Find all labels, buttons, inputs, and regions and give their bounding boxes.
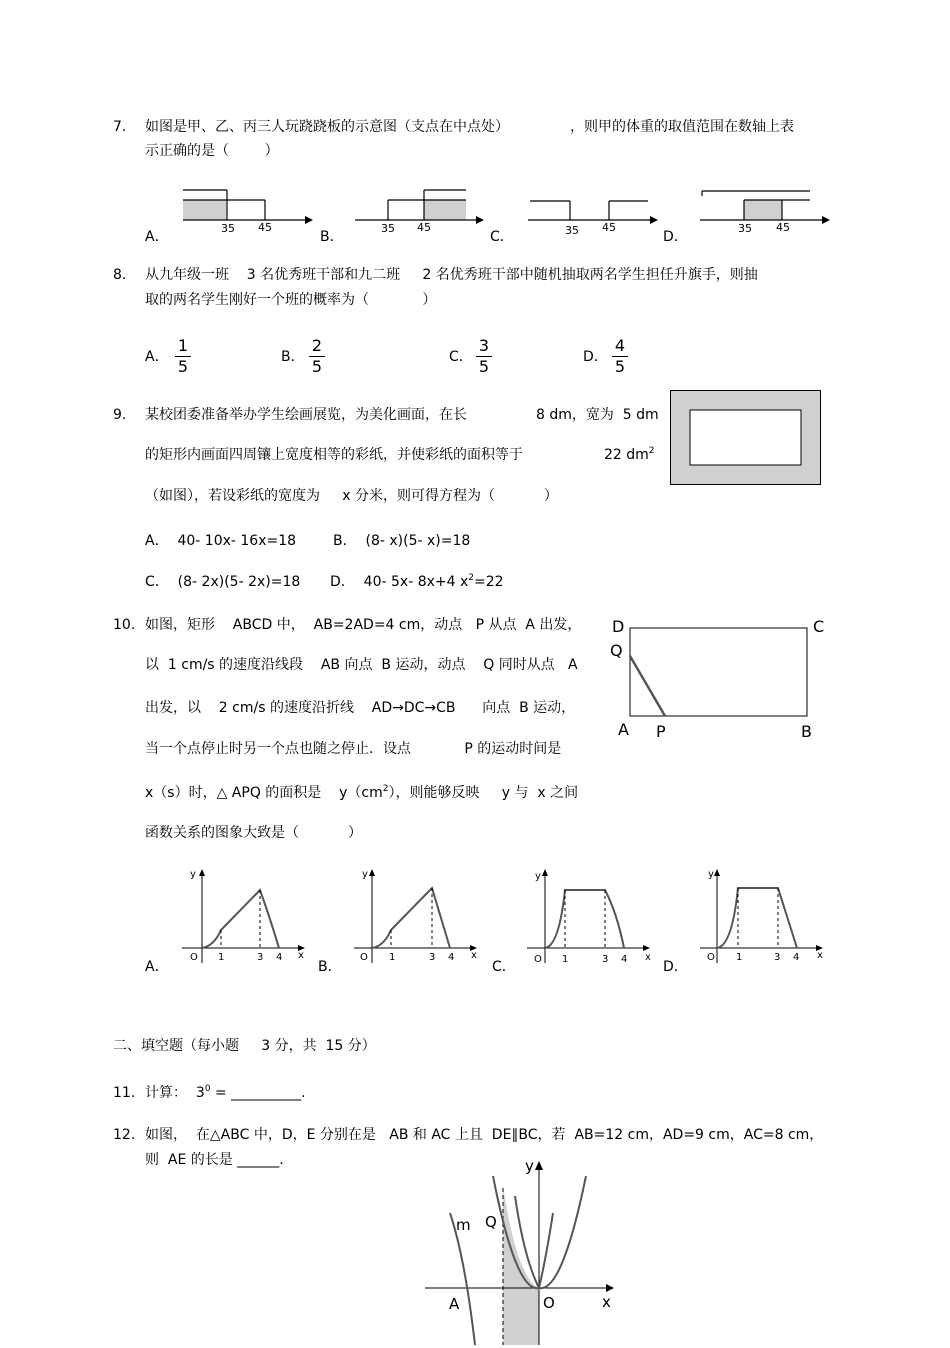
q8-option-c-label: C． — [449, 349, 473, 365]
parabola-label-x: x — [602, 1293, 611, 1311]
q10-graph-c-t1: 1 — [562, 954, 569, 965]
q7-line1: 如图是甲、乙、丙三人玩跷跷板的示意图（支点在中点处） — [145, 119, 509, 135]
q10-line4: 当一个点停止时另一个点也随之停止．设点 P 的运动时间是 — [145, 741, 562, 757]
q8-option-a-fraction — [175, 336, 191, 377]
q11-text — [145, 1084, 306, 1102]
q8-c-denominator: 5 — [478, 357, 490, 376]
parabola-label-m: m — [456, 1216, 471, 1234]
q9-area-exponent: 2 — [648, 446, 655, 456]
q10-graph-b-t4: 4 — [448, 952, 455, 963]
q8-a-denominator: 5 — [177, 357, 189, 376]
q10-line3: 出发，以 2 cm/s 的速度沿折线 AD→DC→CB 向点 B 运动， — [145, 700, 576, 716]
q9-option-a: A． 40- 10x- 16x=18 — [145, 533, 297, 549]
q8-number: 8. — [113, 267, 127, 283]
q7-d-tick-45: 45 — [776, 221, 790, 234]
q10-graph-b-y: y — [362, 869, 368, 880]
q9-line1b: 8 dm，宽为 5 dm — [536, 407, 659, 423]
q10-line5 — [145, 784, 578, 802]
q7-option-d-label: D． — [663, 229, 688, 245]
q9-option-d-post: =22 — [474, 574, 504, 590]
q10-graph-d — [696, 868, 836, 968]
q10-label-c: C — [813, 617, 825, 636]
q8-line2: 取的两名学生刚好一个班的概率为（ ） — [145, 292, 437, 308]
q10-graph-a-y: y — [190, 869, 196, 880]
q7-option-a-figure — [183, 190, 313, 224]
q9-line2: 的矩形内画面四周镶上宽度相等的彩纸，并使彩纸的面积等于 — [145, 447, 523, 463]
q7-option-c-figure — [528, 201, 658, 224]
q9-option-d — [330, 573, 504, 591]
q10-label-b: B — [801, 722, 812, 741]
q10-line5-exponent: 2 — [382, 784, 389, 794]
q10-graph-a-t1: 1 — [218, 952, 225, 963]
q10-graph-a-label: A． — [145, 959, 169, 975]
q11-number: 11. — [113, 1085, 136, 1101]
parabola-label-o: O — [543, 1294, 555, 1312]
q10-graph-d-t1: 1 — [736, 952, 743, 963]
q8-b-numerator: 2 — [309, 336, 325, 357]
parabola-label-y: y — [525, 1157, 534, 1175]
q10-graph-a-t4: 4 — [276, 952, 283, 963]
q10-graph-b-t3: 3 — [429, 952, 436, 963]
q10-graph-c-y: y — [535, 871, 541, 882]
q10-line6: 函数关系的图象大致是（ ） — [145, 825, 362, 841]
q8-d-numerator: 4 — [612, 336, 628, 357]
q7-c-tick-35: 35 — [565, 224, 579, 237]
q7-a-tick-45: 45 — [258, 221, 272, 234]
q7-line2: 示正确的是（ ） — [145, 143, 279, 159]
q10-graph-a-x: x — [298, 950, 304, 961]
q8-c-numerator: 3 — [476, 336, 492, 357]
q9-line3: （如图），若设彩纸的宽度为 x 分米，则可得方程为（ ） — [145, 488, 558, 504]
q7-number-lines — [0, 180, 950, 240]
q8-option-d-fraction — [612, 336, 628, 377]
q7-option-b-label: B． — [320, 229, 344, 245]
q10-graph-d-label: D． — [663, 959, 688, 975]
q7-line1b: ，则甲的体重的取值范围在数轴上表 — [570, 119, 794, 135]
q8-option-a-label: A． — [145, 349, 169, 365]
q10-graph-a — [178, 868, 318, 968]
q10-label-a: A — [618, 720, 629, 739]
q10-graph-c-t3: 3 — [602, 954, 609, 965]
q7-d-tick-35: 35 — [738, 222, 752, 235]
q7-b-tick-45: 45 — [417, 221, 431, 234]
q10-graph-b-label: B． — [318, 959, 342, 975]
q8-option-b-fraction — [309, 336, 325, 377]
q8-option-b-label: B． — [281, 349, 305, 365]
q10-graph-c-o: O — [534, 954, 542, 965]
q10-rectangle-figure — [620, 620, 820, 720]
q7-a-tick-35: 35 — [221, 222, 235, 235]
q12-line2: 则 AE 的长是 ______. — [145, 1152, 284, 1168]
q8-option-d-label: D． — [583, 349, 608, 365]
parabola-label-q: Q — [485, 1213, 497, 1231]
q7-b-tick-35: 35 — [381, 222, 395, 235]
q8-a-numerator: 1 — [175, 336, 191, 357]
q9-option-d-pre: D． 40- 5x- 8x+4 x — [330, 574, 469, 590]
q10-graph-d-t3: 3 — [774, 952, 781, 963]
q7-c-tick-45: 45 — [602, 221, 616, 234]
q10-graph-b-x: x — [471, 950, 477, 961]
q10-graph-c — [523, 868, 663, 968]
q10-line5-pre: x（s）时，△ APQ 的面积是 y（cm — [145, 785, 383, 801]
q7-number: 7. — [113, 119, 127, 135]
q10-line2: 以 1 cm/s 的速度沿线段 AB 向点 B 运动，动点 Q 同时从点 A — [145, 657, 578, 673]
q10-line5-post: ），则能够反映 y 与 x 之间 — [388, 785, 579, 801]
q10-graph-c-label: C． — [492, 959, 516, 975]
q7-option-d-figure — [700, 191, 830, 224]
q10-graph-b — [350, 868, 490, 968]
q8-d-denominator: 5 — [614, 357, 626, 376]
q10-graph-d-t4: 4 — [793, 952, 800, 963]
section2-heading: 二、填空题（每小题 3 分，共 15 分） — [113, 1038, 376, 1054]
q9-frame-figure — [670, 390, 822, 486]
q10-line1: 如图，矩形 ABCD 中， AB=2AD=4 cm，动点 P 从点 A 出发， — [145, 617, 582, 633]
q10-label-q: Q — [610, 641, 623, 660]
q11-pre: 计算： 3 — [145, 1085, 205, 1101]
q12-number: 12. — [113, 1127, 136, 1143]
q10-graph-b-t1: 1 — [389, 952, 396, 963]
q8-b-denominator: 5 — [311, 357, 323, 376]
parabola-label-a: A — [449, 1295, 460, 1313]
q10-graph-d-y: y — [708, 869, 714, 880]
parabola-figure — [420, 1158, 620, 1348]
q10-graph-c-t4: 4 — [621, 954, 628, 965]
q10-label-p: P — [656, 722, 666, 741]
q7-option-a-label: A． — [145, 229, 169, 245]
q9-option-d-exponent: 2 — [468, 573, 474, 583]
q11-exponent: 0 — [204, 1084, 211, 1094]
q9-option-b: B． (8- x)(5- x)=18 — [333, 533, 471, 549]
q9-option-c: C． (8- 2x)(5- 2x)=18 — [145, 574, 301, 590]
q9-number: 9. — [113, 407, 127, 423]
q12-line1: 如图， 在△ABC 中，D，E 分别在是 AB 和 AC 上且 DE∥BC，若 AB=12 cm，AD=9 cm，AC=8 cm， — [145, 1127, 824, 1143]
q10-label-d: D — [612, 617, 625, 636]
q10-graph-d-o: O — [707, 952, 715, 963]
q9-line2b — [604, 446, 655, 464]
q10-number: 10. — [113, 617, 136, 633]
q8-line1: 从九年级一班 3 名优秀班干部和九二班 2 名优秀班干部中随机抽取两名学生担任升旗手，则抽 — [145, 267, 758, 283]
q10-graph-d-x: x — [817, 950, 823, 961]
q9-area-value: 22 dm — [604, 447, 649, 463]
q10-graph-a-t3: 3 — [257, 952, 264, 963]
q9-line1: 某校团委准备举办学生绘画展览，为美化画面，在长 — [145, 407, 467, 423]
q10-graph-c-x: x — [645, 952, 651, 963]
q8-option-c-fraction — [476, 336, 492, 377]
q10-graph-a-o: O — [190, 952, 198, 963]
q7-option-c-label: C． — [490, 229, 514, 245]
q10-graph-b-o: O — [360, 952, 368, 963]
q11-post: = __________. — [210, 1085, 306, 1101]
